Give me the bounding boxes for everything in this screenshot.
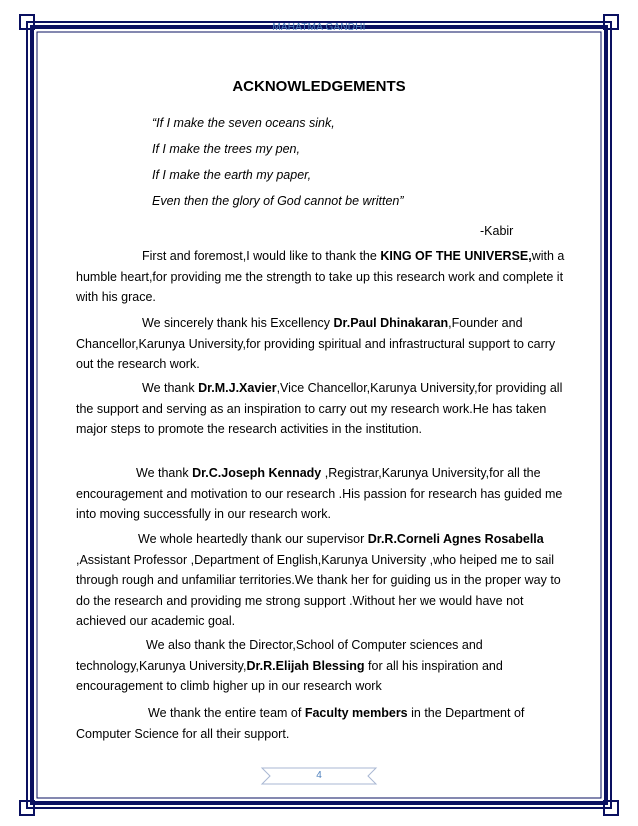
paragraph-text: ,Assistant Professor ,Department of English,Karunya University ,who heiped me to sail through rough and unfamiliar territories.We thank her for guiding us in the proper way to do the research and providing me strong support .Without her we would have not achieved our academic goal.	[76, 552, 561, 628]
paragraph-text: We also thank the Director,School of Computer sciences and technology,Karunya University,	[76, 638, 483, 673]
page-title: ACKNOWLEDGEMENTS	[232, 78, 406, 95]
paragraph-text: with a humble heart,for providing me the strength to take up this research work and complete it with his grace.	[76, 249, 565, 304]
paragraph-text: ,Registrar,Karunya University,for all the encouragement and motivation to our research .His passion for research has guided me into moving successfully in our research work.	[76, 466, 563, 521]
paragraph-text: We whole heartedly thank our supervisor	[138, 532, 368, 546]
paragraph-text: We thank	[142, 381, 199, 395]
paragraph-bold: Dr.R.Elijah Blessing	[246, 658, 365, 673]
poem-attribution: -Kabir	[480, 224, 514, 238]
poem-line: “If I make the seven oceans sink,	[152, 116, 335, 130]
paragraph-text: First and foremost,I would like to thank the	[142, 249, 381, 263]
paragraph-bold: Dr.C.Joseph Kennady	[192, 466, 322, 480]
poem-line: Even then the glory of God cannot be written”	[152, 194, 404, 208]
paragraph-bold: Dr.R.Corneli Agnes Rosabella	[367, 532, 544, 546]
paragraph	[76, 703, 566, 744]
paragraph-text: in the Department of Computer Science for all their support.	[76, 706, 525, 741]
poem-line: If I make the earth my paper,	[152, 168, 312, 182]
paragraph	[76, 635, 566, 697]
paragraph-text: ,Founder and Chancellor,Karunya University,for providing spiritual and infrastructural support to carry out the research work.	[76, 316, 556, 371]
paragraph-text: We thank the entire team of	[148, 706, 305, 720]
paragraph-text: ,Vice Chancellor,Karunya University,for providing all the support and serving as an inspiration to carry out my research work.He has taken major steps to promote the research activities in the institution.	[76, 381, 563, 436]
running-header: MAHATMA GANDHI	[272, 22, 366, 33]
paragraph-bold: Dr.M.J.Xavier	[198, 381, 277, 395]
paragraph	[76, 529, 566, 632]
paragraph	[76, 246, 566, 308]
paragraph-bold: Faculty members	[304, 706, 408, 720]
paragraph	[76, 463, 566, 525]
paragraph-bold: Dr.Paul Dhinakaran	[333, 316, 449, 330]
paragraph-bold: KING OF THE UNIVERSE,	[380, 249, 532, 263]
paragraph	[76, 313, 566, 375]
page-number: 4	[316, 770, 322, 781]
paragraph-text: We thank	[136, 466, 193, 480]
paragraph-text: We sincerely thank his Excellency	[142, 316, 334, 330]
poem-line: If I make the trees my pen,	[152, 142, 300, 156]
paragraph-text: for all his inspiration and encouragement to climb higher up in our research work	[76, 658, 503, 693]
paragraph	[76, 378, 566, 440]
